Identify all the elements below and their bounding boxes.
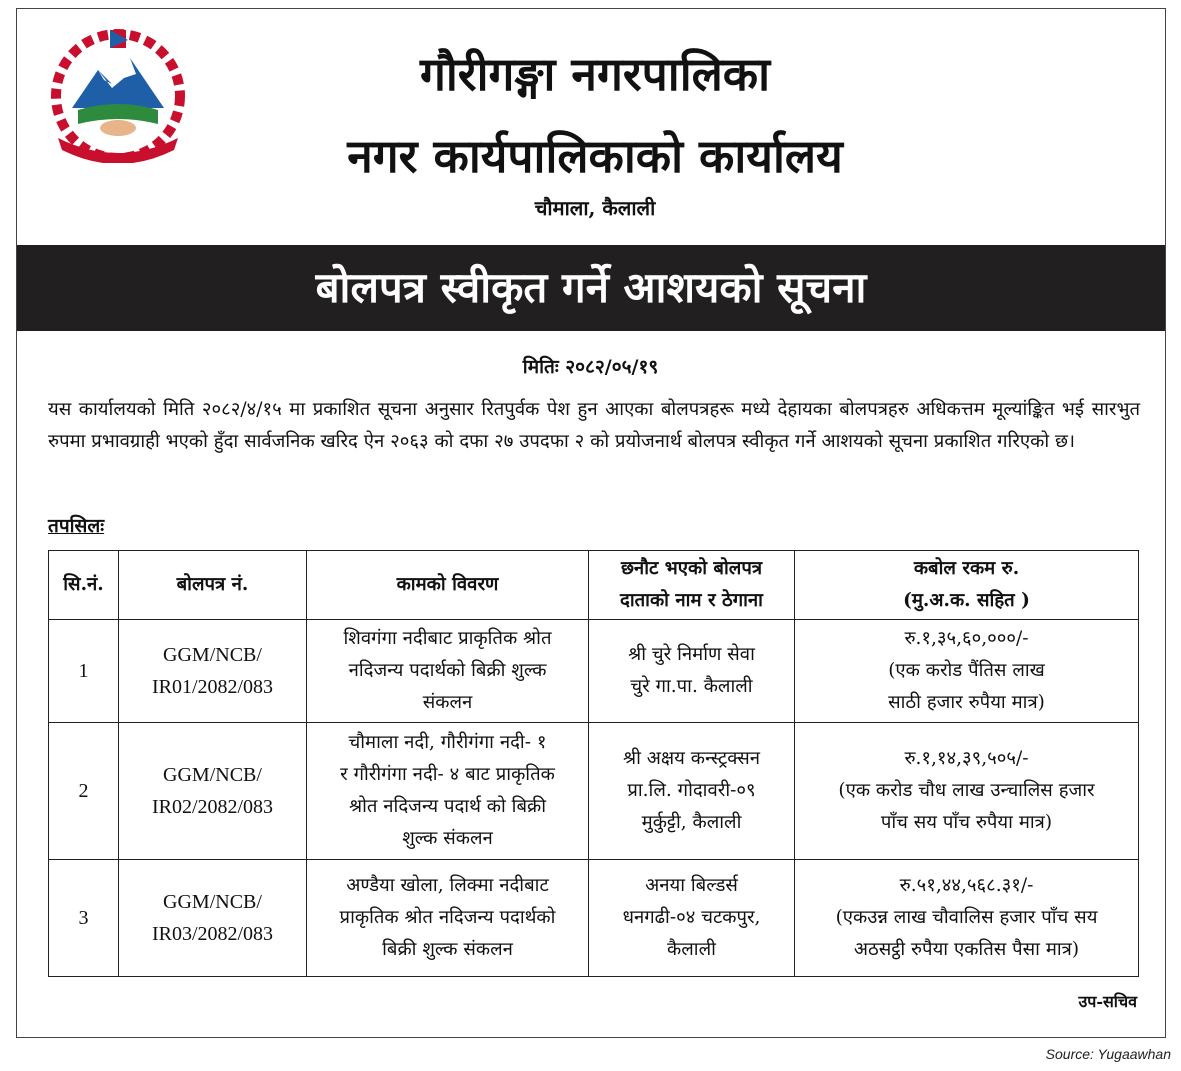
table-row xyxy=(49,620,1139,723)
nepal-emblem-icon xyxy=(38,28,198,163)
bidder-line1: अनया बिल्डर्स xyxy=(645,875,738,896)
amount-line2: (एक करोड पैंतिस लाख xyxy=(888,660,1045,681)
table-row xyxy=(49,723,1139,860)
cell-bid-no xyxy=(119,620,307,723)
header-amount xyxy=(795,551,1139,620)
bid-no-line1: GGM/NCB/ xyxy=(163,644,262,666)
header-bidder-line2: दाताको नाम र ठेगाना xyxy=(620,590,763,611)
work-line4: शुल्क संकलन xyxy=(402,828,493,849)
work-line1: अण्डैया खोला, लिक्मा नदीबाट xyxy=(346,875,549,896)
amount-line1: रु.५१,४४,५६८.३१/- xyxy=(899,875,1034,896)
header-amount-line2: (मु.अ.क. सहित ) xyxy=(903,590,1030,611)
amount-line3: पाँच सय पाँच रुपैया मात्र) xyxy=(880,812,1053,833)
notice-banner: बोलपत्र स्वीकृत गर्ने आशयको सूचना xyxy=(17,245,1165,331)
amount-line3: अठसट्ठी रुपैया एकतिस पैसा मात्र) xyxy=(853,939,1080,960)
cell-amount xyxy=(795,723,1139,860)
bidder-line1: श्री अक्षय कन्स्ट्रक्सन xyxy=(622,748,761,769)
details-label: तपसिलः xyxy=(48,515,105,537)
notice-body: यस कार्यालयको मिति २०८२/४/१५ मा प्रकाशित सूचना अनुसार रितपुर्वक पेश हुन आएका बोलपत्रहरू मध्ये देहायका बोलपत्रहरु अधिकत्तम मूल्यांङ्कित भई सारभुत रुपमा प्रभावग्राही भएको हुँदा सार्वजनिक खरिद ऐन २०६३ को दफा २७ उपदफा २ को प्रयोजनार्थ बोलपत्र स्वीकृत गर्ने आशयको सूचना प्रकाशित गरिएको छ। xyxy=(48,399,1140,452)
header-sn: सि.नं. xyxy=(49,551,119,620)
bidder-line3: कैलाली xyxy=(667,939,716,960)
table-row xyxy=(49,860,1139,977)
bid-no-line2: IR02/2082/083 xyxy=(151,796,274,818)
cell-amount xyxy=(795,620,1139,723)
amount-line1: रु.१,१४,३९,५०५/- xyxy=(904,748,1029,769)
cell-sn: 1 xyxy=(49,620,119,723)
work-line2: र गौरीगंगा नदी- ४ बाट प्राकृतिक xyxy=(340,764,555,785)
work-line3: बिक्री शुल्क संकलन xyxy=(382,939,513,960)
bid-no-line1: GGM/NCB/ xyxy=(163,891,262,913)
header-bidder-line1: छनौट भएको बोलपत्र xyxy=(620,558,763,579)
bid-no-line2: IR03/2082/083 xyxy=(151,923,274,945)
bidder-line1: श्री चुरे निर्माण सेवा xyxy=(628,644,755,665)
cell-bidder xyxy=(589,620,795,723)
work-line2: नदिजन्य पदार्थको बिक्री शुल्क xyxy=(348,660,547,681)
cell-work xyxy=(307,723,589,860)
notice-date: मितिः २०८२/०५/१९ xyxy=(522,356,659,378)
bidder-line2: धनगढी-०४ चटकपुर, xyxy=(622,907,761,928)
bidder-line2: प्रा.लि. गोदावरी-०९ xyxy=(627,780,756,801)
header-bid-no: बोलपत्र नं. xyxy=(119,551,307,620)
table-header-row xyxy=(49,551,1139,620)
source-credit: Source: Yugaawhan xyxy=(1045,1046,1171,1062)
cell-bid-no xyxy=(119,860,307,977)
cell-sn: 3 xyxy=(49,860,119,977)
bid-no-line2: IR01/2082/083 xyxy=(151,676,274,698)
header-amount-line1: कबोल रकम रु. xyxy=(913,558,1020,579)
header-bidder xyxy=(589,551,795,620)
amount-line2: (एकउन्न लाख चौवालिस हजार पाँच सय xyxy=(835,907,1098,928)
cell-work xyxy=(307,860,589,977)
cell-bidder xyxy=(589,723,795,860)
work-line1: शिवगंगा नदीबाट प्राकृतिक श्रोत xyxy=(343,628,552,649)
work-line3: संकलन xyxy=(422,692,473,713)
office-address: चौमाला, कैलाली xyxy=(534,196,656,220)
bid-no-line1: GGM/NCB/ xyxy=(163,764,262,786)
signature-title: उप-सचिव xyxy=(1078,992,1137,1011)
office-title: नगर कार्यपालिकाको कार्यालय xyxy=(347,129,843,183)
amount-line1: रु.१,३५,६०,०००/- xyxy=(904,628,1029,649)
cell-sn: 2 xyxy=(49,723,119,860)
work-line3: श्रोत नदिजन्य पदार्थ को बिक्री xyxy=(348,796,547,817)
bid-table xyxy=(48,550,1139,977)
header-work: कामको विवरण xyxy=(307,551,589,620)
cell-work xyxy=(307,620,589,723)
bidder-line3: मुर्कुट्टी, कैलाली xyxy=(641,812,742,833)
municipality-title: गौरीगङ्गा नगरपालिका xyxy=(419,47,771,101)
amount-line3: साठी हजार रुपैया मात्र) xyxy=(888,692,1045,713)
work-line1: चौमाला नदी, गौरीगंगा नदी- १ xyxy=(348,732,547,753)
bidder-line2: चुरे गा.पा. कैलाली xyxy=(630,676,753,697)
cell-bid-no xyxy=(119,723,307,860)
amount-line2: (एक करोड चौध लाख उन्चालिस हजार xyxy=(838,780,1095,801)
work-line2: प्राकृतिक श्रोत नदिजन्य पदार्थको xyxy=(339,907,556,928)
cell-bidder xyxy=(589,860,795,977)
cell-amount xyxy=(795,860,1139,977)
